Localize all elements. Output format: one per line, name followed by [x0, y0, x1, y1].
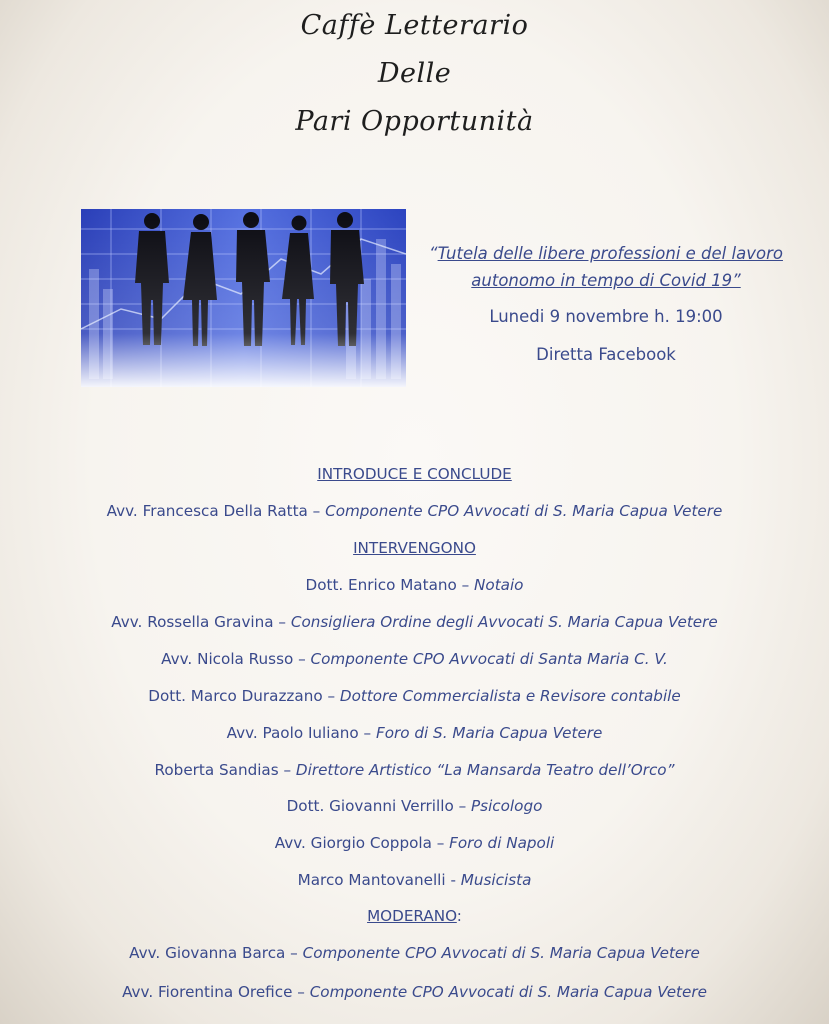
speaker-name: Roberta Sandias –	[154, 761, 296, 779]
speaker-name: Avv. Nicola Russo –	[161, 650, 311, 668]
event-title-line-2: autonomo in tempo di Covid 19”	[471, 271, 741, 290]
event-title-line-1: Tutela delle libere professioni e del lavoro	[437, 244, 783, 263]
section-heading-moderano	[0, 907, 829, 925]
speaker-line	[0, 724, 829, 742]
speaker-role: Notaio	[474, 576, 524, 594]
title-line-3: Pari Opportunità	[295, 106, 534, 137]
speaker-name: Dott. Enrico Matano –	[305, 576, 475, 594]
speaker-line	[0, 797, 829, 815]
introduce-heading: INTRODUCE E CONCLUDE	[317, 465, 512, 483]
speaker-role: Componente CPO Avvocati di Santa Maria C. V.	[310, 650, 668, 668]
speaker-name: Avv. Giorgio Coppola –	[274, 834, 450, 852]
speaker-name: Dott. Marco Durazzano –	[148, 687, 340, 705]
title-line-1: Caffè Letterario	[300, 10, 529, 41]
speaker-role: Musicista	[460, 871, 532, 889]
moderano-heading-colon: :	[456, 907, 462, 925]
speaker-line	[0, 834, 829, 852]
speaker-line	[0, 687, 829, 705]
speaker-name: Dott. Giovanni Verrillo –	[286, 797, 471, 815]
speaker-name: Avv. Francesca Della Ratta –	[106, 502, 326, 520]
speaker-line	[0, 761, 829, 779]
speaker-name: Marco Mantovanelli -	[297, 871, 461, 889]
speaker-role: Componente CPO Avvocati di S. Maria Capua Vetere	[325, 502, 723, 520]
speaker-name: Avv. Rossella Gravina –	[111, 613, 291, 631]
speaker-role: Direttore Artistico “La Mansarda Teatro dell’Orco”	[295, 761, 675, 779]
title-line-2: Delle	[377, 58, 452, 89]
speaker-role: Dottore Commercialista e Revisore contabile	[339, 687, 681, 705]
speaker-line	[0, 944, 829, 962]
business-people-silhouettes-icon	[81, 209, 406, 387]
event-title-quote: “	[429, 244, 438, 263]
speaker-line	[0, 613, 829, 631]
intervengono-heading: INTERVENGONO	[353, 539, 476, 557]
section-heading-intervengono	[0, 539, 829, 557]
speaker-line	[0, 650, 829, 668]
speaker-line	[0, 502, 829, 520]
speaker-role: Psicologo	[471, 797, 543, 815]
speaker-line	[0, 983, 829, 1001]
speaker-line	[0, 576, 829, 594]
speaker-name: Avv. Giovanna Barca –	[129, 944, 303, 962]
event-platform: Diretta Facebook	[536, 345, 676, 364]
speaker-role: Componente CPO Avvocati di S. Maria Capua Vetere	[309, 983, 707, 1001]
moderano-heading: MODERANO	[367, 907, 457, 925]
speaker-role: Consigliera Ordine degli Avvocati S. Maria Capua Vetere	[290, 613, 718, 631]
event-title	[418, 240, 794, 294]
speaker-line	[0, 871, 829, 889]
silhouettes-image	[81, 209, 406, 387]
speaker-name: Avv. Fiorentina Orefice –	[122, 983, 310, 1001]
section-heading-introduce	[0, 465, 829, 483]
speaker-role: Foro di Napoli	[449, 834, 555, 852]
event-date: Lunedi 9 novembre h. 19:00	[489, 307, 723, 326]
speaker-name: Avv. Paolo Iuliano –	[226, 724, 376, 742]
speaker-role: Foro di S. Maria Capua Vetere	[375, 724, 603, 742]
speaker-role: Componente CPO Avvocati di S. Maria Capua Vetere	[302, 944, 700, 962]
